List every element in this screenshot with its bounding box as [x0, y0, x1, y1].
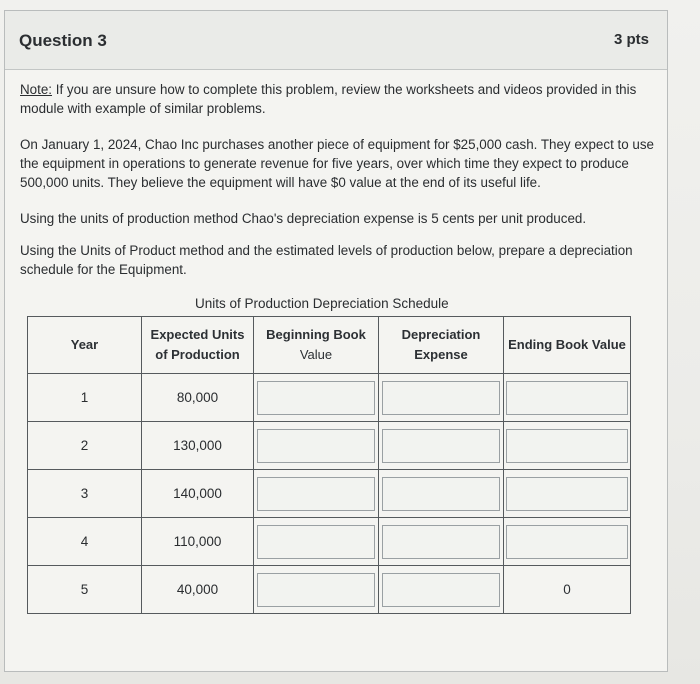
- problem-paragraph: On January 1, 2024, Chao Inc purchases another piece of equipment for $25,000 cash. They expect to use the equipment in operations to generate revenue for five years, over which time they expect to produce 500,000 units. They believe the equipment will have $0 value at the end of its useful life.: [20, 137, 654, 190]
- year-cell: 4: [28, 518, 142, 566]
- depreciation-expense-input[interactable]: [382, 381, 500, 415]
- units-cell: 80,000: [142, 374, 254, 422]
- beginning-book-value-input[interactable]: [257, 429, 375, 463]
- header-expected-units-line1: Expected Units: [150, 327, 245, 342]
- header-beginning-line1: Beginning Book: [266, 327, 366, 342]
- year-cell: 5: [28, 566, 142, 614]
- table-row: [28, 422, 631, 470]
- question-header: [5, 11, 667, 70]
- header-beginning-line2: Value: [299, 347, 333, 362]
- header-ending-book-value: Ending Book Value: [504, 317, 631, 374]
- depreciation-rate-paragraph: Using the units of production method Chao's depreciation expense is 5 cents per unit produced.: [20, 211, 587, 226]
- header-year: Year: [28, 317, 142, 374]
- table-row: [28, 470, 631, 518]
- depreciation-expense-input[interactable]: [382, 429, 500, 463]
- year-cell: 1: [28, 374, 142, 422]
- beginning-book-value-input[interactable]: [257, 477, 375, 511]
- units-cell: 40,000: [142, 566, 254, 614]
- header-expected-units-line2: of Production: [155, 347, 240, 362]
- table-row: [28, 374, 631, 422]
- header-depreciation-expense: [379, 317, 504, 374]
- question-points: 3 pts: [613, 31, 649, 48]
- header-depreciation-line2: Expense: [414, 347, 468, 362]
- year-cell: 2: [28, 422, 142, 470]
- ending-book-value-input[interactable]: [506, 381, 628, 415]
- ending-book-value-input[interactable]: [506, 525, 628, 559]
- table-row: [28, 566, 631, 614]
- depreciation-expense-input[interactable]: [382, 525, 500, 559]
- instruction-paragraph: Using the Units of Product method and the estimated levels of production below, prepare a depreciation schedule for the Equipment.: [20, 243, 633, 277]
- header-expected-units: [142, 317, 254, 374]
- depreciation-expense-input[interactable]: [382, 573, 500, 607]
- header-beginning-book-value: [254, 317, 379, 374]
- schedule-title: Units of Production Depreciation Schedule: [195, 296, 449, 311]
- note-label: Note:: [20, 82, 53, 97]
- units-cell: 130,000: [142, 422, 254, 470]
- table-header-row: [28, 317, 631, 374]
- beginning-book-value-input[interactable]: [257, 381, 375, 415]
- table-row: [28, 518, 631, 566]
- note-text: If you are unsure how to complete this problem, review the worksheets and videos provided in this module with example of similar problems.: [20, 82, 637, 116]
- year-cell: 3: [28, 470, 142, 518]
- depreciation-schedule-table: [27, 316, 631, 614]
- ending-book-value-input[interactable]: [506, 477, 628, 511]
- units-cell: 110,000: [142, 518, 254, 566]
- beginning-book-value-input[interactable]: [257, 573, 375, 607]
- beginning-book-value-input[interactable]: [257, 525, 375, 559]
- question-title: Question 3: [19, 31, 107, 50]
- units-cell: 140,000: [142, 470, 254, 518]
- note-paragraph: [20, 80, 650, 118]
- header-depreciation-line1: Depreciation: [401, 327, 481, 342]
- ending-book-value-final: 0: [504, 566, 631, 614]
- depreciation-expense-input[interactable]: [382, 477, 500, 511]
- ending-book-value-input[interactable]: [506, 429, 628, 463]
